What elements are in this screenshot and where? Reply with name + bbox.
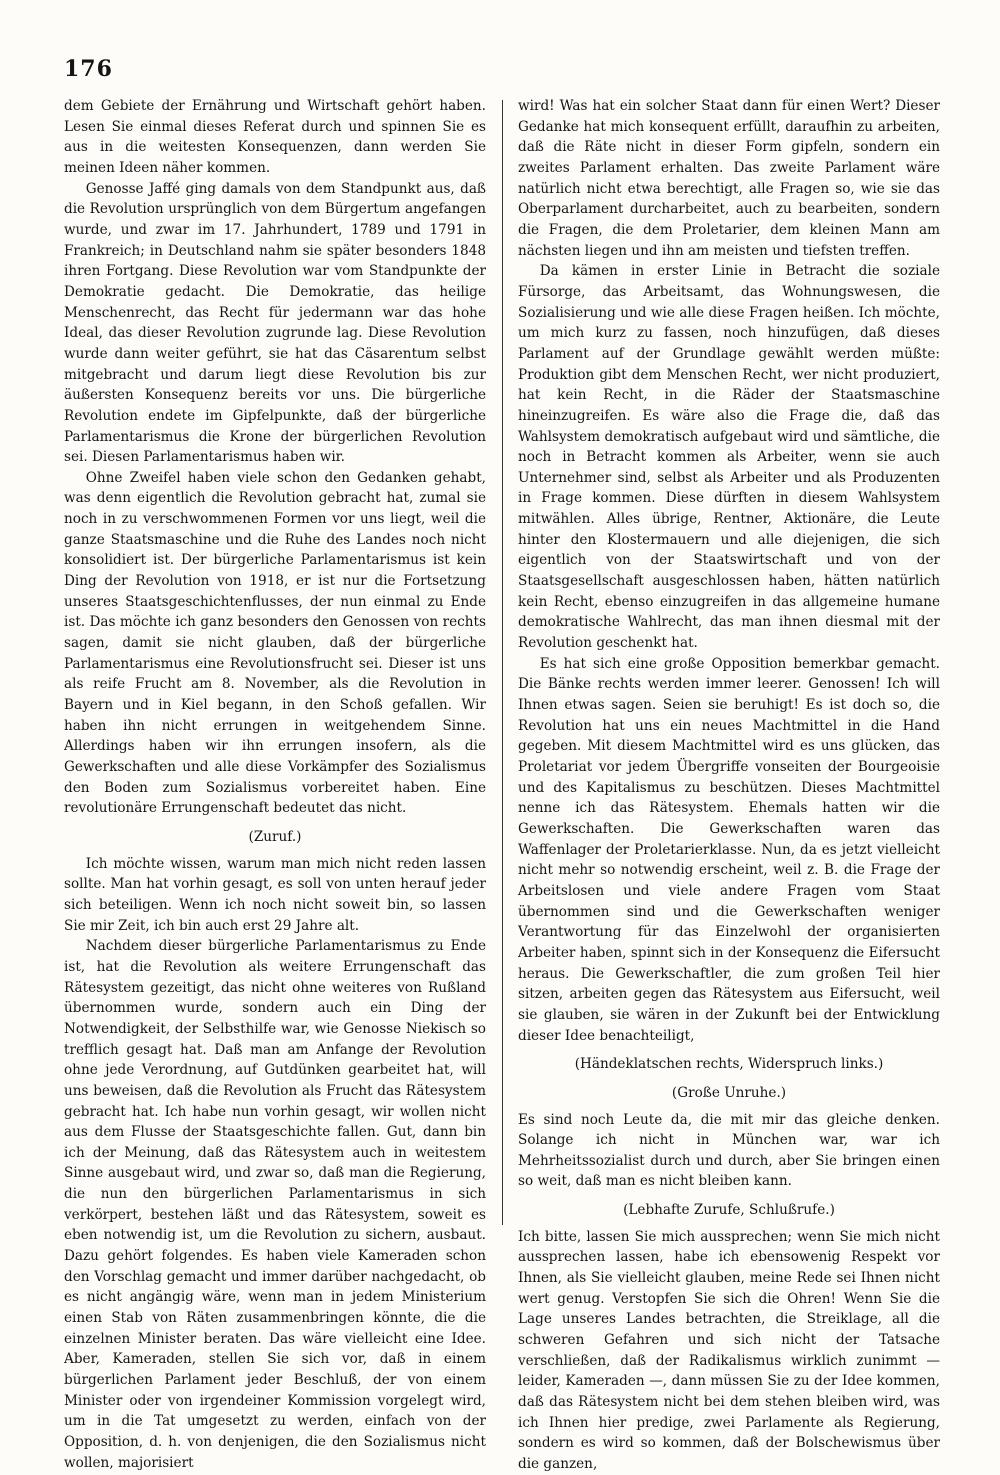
interjection: (Zuruf.) [248, 828, 302, 845]
column-divider [502, 100, 503, 1225]
right-column [518, 96, 940, 1475]
left-column [64, 96, 486, 1473]
paragraph: Es hat sich eine große Opposition bemerkbar gemacht. Die Bänke rechts werden immer leerer. Genossen! Ich will Ihnen etwas sagen. Seien sie beruhigt! Es ist doch so, die Revolution hat uns ein neues Machtmittel in die Hand gegeben. Mit diesem Machtmittel wird es uns glücken, das Proletariat vor jedem Übergriffe vonseiten der Bourgeoisie und des Kapitalismus zu beschützen. Dieses Machtmittel nenne ich das Rätesystem. Ehemals hatten wir die Gewerkschaften. Die Gewerkschaften waren das Waffenlager der Proletarierklasse. Nun, da es jetzt vielleicht nicht mehr so notwendig erscheint, weil z. B. die Frage der Arbeitslosen und viele andere Fragen vom Staat übernommen sind und die Gewerkschaften weniger Verantwortung für das Einzelwohl der organisierten Arbeiter haben, spinnt sich in der Konsequenz die Eifersucht heraus. Die Gewerkschaftler, die zum großen Teil hier sitzen, arbeiten gegen das Rätesystem aus Eifersucht, weil sie glauben, sie wären in der Zukunft bei der Entwicklung dieser Idee benachteiligt, [518, 655, 940, 1044]
paragraph: dem Gebiete der Ernährung und Wirtschaft gehört haben. Lesen Sie einmal dieses Referat durch und spinnen Sie es aus in die weitesten Konsequenzen, dann werden Sie meinen Ideen näher kommen. [64, 98, 486, 176]
paragraph: wird! Was hat ein solcher Staat dann für einen Wert? Dieser Gedanke hat mich konsequent erfüllt, daraufhin zu arbeiten, daß die Räte nicht in dieser Form gipfeln, sondern ein zweites Parlament erhalten. Das zweite Parlament wäre natürlich nicht etwa berechtigt, alle Fragen so, wie sie das Oberparlament durcharbeitet, auch zu bearbeiten, sondern die Fragen, die dem Proletarier, dem kleinen Mann am nächsten liegen und ihn am meisten und tiefsten treffen. [518, 98, 940, 259]
interjection: (Lebhafte Zurufe, Schlußrufe.) [623, 1202, 835, 1219]
paragraph: Ohne Zweifel haben viele schon den Gedanken gehabt, was denn eigentlich die Revolution gebracht hat, zumal sie noch in zu verschwommenen Formen vor uns liegt, weil die ganze Staatsmaschine und die Ruhe des Landes noch nicht konsolidiert ist. Der bürgerliche Parlamentarismus ist kein Ding der Revolution von 1918, er ist nur die Fortsetzung unseres Staatsgeschichtenflusses, der nun einmal zu Ende ist. Das möchte ich ganz besonders den Genossen von rechts sagen, damit sie nicht glauben, daß der bürgerliche Parlamentarismus eine Revolutionsfrucht sei. Dieser ist uns als reife Frucht am 8. November, als die Revolution in Bayern und in Kiel begann, in den Schoß gefallen. Wir haben ihn nicht errungen in weitgehendem Sinne. Allerdings haben wir ihn errungen insofern, als die Gewerkschaften und alle diese Vorkämpfer des Sozialismus den Boden zum Sozialismus vorbereitet haben. Eine revolutionäre Errungenschaft bedeutet das nicht. [64, 469, 486, 817]
paragraph: Nachdem dieser bürgerliche Parlamentarismus zu Ende ist, hat die Revolution als weitere Errungenschaft das Rätesystem gezeitigt, das nicht ohne weiteres von Rußland übernommen wurde, sondern auch ein Ding der Notwendigkeit, der Selbsthilfe war, wie Genosse Niekisch so trefflich gesagt hat. Daß man am Anfange der Revolution ohne jede Verordnung, auf Gutdünken gearbeitet hat, will uns beweisen, daß die Revolution als Frucht das Rätesystem gebracht hat. Ich habe nun vorhin gesagt, wir wollen nicht aus dem Flusse der Staatsgeschichte fallen. Gut, dann bin ich der Meinung, daß das Rätesystem auch in weitestem Sinne ausgebaut wird, und zwar so, daß man die Regierung, die nun den bürgerlichen Parlamentarismus in sich verkörpert, bestehen läßt und das Rätesystem, soweit es eben notwendig ist, um die Revolution zu sichern, ausbaut. Dazu gehört folgendes. Es haben viele Kameraden schon den Vorschlag gemacht und immer darüber nachgedacht, ob es nicht angängig wäre, wenn man in jedem Ministerium einen Stab von Räten zusammenbringen könnte, die die einzelnen Minister beraten. Das wäre vielleicht eine Idee. Aber, Kameraden, stellen Sie sich vor, daß in einem bürgerlichen Parlament jeder Beschluß, der von einem Minister oder von irgendeiner Kommission vorgelegt wird, um in die Tat umgesetzt zu werden, einfach von der Opposition, d. h. von denjenigen, die den Sozialismus nicht wollen, majorisiert [64, 938, 486, 1471]
interjection: (Händeklatschen rechts, Widerspruch links.) [574, 1056, 884, 1073]
paragraph: Ich bitte, lassen Sie mich aussprechen; wenn Sie mich nicht aussprechen lassen, habe ich ebensowenig Respekt vor Ihnen, als Sie vielleicht glauben, meine Rede sei Ihnen nicht wert genug. Verstopfen Sie sich die Ohren! Wenn Sie die Lage unseres Landes betrachten, die Streiklage, all die schweren Gefahren und sich nicht der Tatsache verschließen, daß der Radikalismus wirklich zunimmt — leider, Kameraden —, dann müssen Sie zu der Idee kommen, daß das Rätesystem nicht bei dem stehen bleiben wird, was ich Ihnen hier predige, zwei Parlamente als Regierung, sondern es wird so kommen, daß der Bolschewismus über die ganzen, [518, 1228, 940, 1472]
paragraph: Ich möchte wissen, warum man mich nicht reden lassen sollte. Man hat vorhin gesagt, es soll von unten herauf jeder sich beteiligen. Wenn ich noch nicht soweit bin, so lassen Sie mir Zeit, ich bin auch erst 29 Jahre alt. [64, 855, 486, 934]
paragraph: Da kämen in erster Linie in Betracht die soziale Fürsorge, das Arbeitsamt, das Wohnungswesen, die Sozialisierung und wie alle diese Fragen heißen. Ich möchte, um mich kurz zu fassen, noch hinzufügen, daß dieses Parlament auf der Grundlage gewählt werden müßte: Produktion gibt dem Menschen Recht, wer nicht produziert, hat kein Recht, in die Räder der Staatsmaschine hineinzugreifen. Es wäre also die Frage die, daß das Wahlsystem demokratisch aufgebaut wird und sämtliche, die noch in Betracht kommen als Arbeiter, wenn sie auch Unternehmer sind, selbst als Arbeiter und als Produzenten in Frage kommen. Diese dürften in diesem Wahlsystem mitwählen. Alles übrige, Rentner, Aktionäre, die Leute hinter den Klostermauern und alle diejenigen, die sich eigentlich von der Staatswirtschaft und von der Staatsgesellschaft ausgeschlossen haben, hätten natürlich kein Recht, ebenso einzugreifen in das allgemeine humane demokratische Wahlrecht, das man ihnen diesmal mit der Revolution geschenkt hat. [518, 263, 940, 652]
interjection: (Große Unruhe.) [671, 1084, 787, 1101]
paragraph: Es sind noch Leute da, die mit mir das gleiche denken. Solange ich nicht in München war, war ich Mehrheitssozialist durch und durch, aber Sie bringen einen so weit, daß man es nicht bleiben kann. [518, 1111, 940, 1190]
page-number: 176 [64, 56, 113, 82]
paragraph: Genosse Jaffé ging damals von dem Standpunkt aus, daß die Revolution ursprünglich von dem Bürgertum angefangen wurde, und zwar im 17. Jahrhundert, 1789 und 1791 in Frankreich; in Deutschland nahm sie später besonders 1848 ihren Fortgang. Diese Revolution war vom Standpunkte der Demokratie gedacht. Die Demokratie, das heilige Menschenrecht, das Recht für jedermann war das hohe Ideal, das dieser Revolution zugrunde lag. Diese Revolution wurde dann weiter geführt, sie hat das Cäsarentum selbst mitgebracht und darum liegt diese Revolution bis zur äußersten Konsequenz bereits vor uns. Die bürgerliche Revolution endete im Gipfelpunkte, daß der bürgerliche Parlamentarismus die Krone der bürgerlichen Revolution sei. Diesen Parlamentarismus haben wir. [64, 180, 486, 466]
